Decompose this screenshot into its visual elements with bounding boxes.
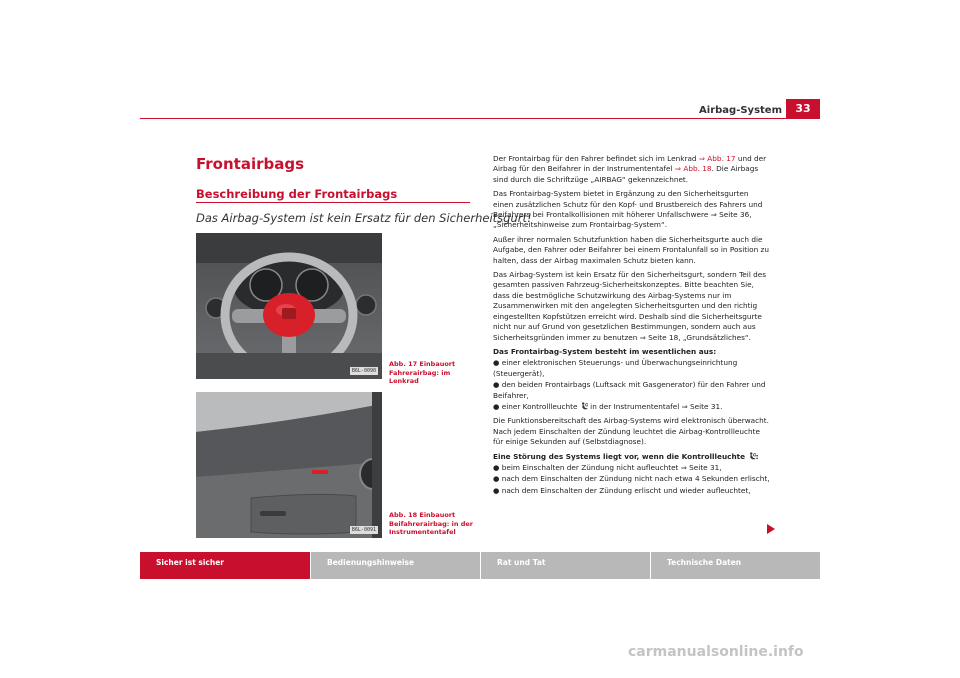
dashboard-illustration: [196, 392, 382, 538]
bullet-icon: ●: [493, 380, 500, 390]
body-text-column: [493, 154, 771, 497]
list-item: [493, 358, 771, 379]
subsection-title: Beschreibung der Frontairbags: [196, 187, 398, 201]
bullet-icon: ●: [493, 485, 500, 495]
text-run: Eine Störung des Systems liegt vor, wenn die Kontrollleuchte: [493, 451, 748, 461]
watermark: carmanualsonline.info: [628, 644, 804, 660]
text-run: in der Instrumententafel ⇒ Seite 31.: [587, 401, 723, 411]
figure-dashboard: [196, 392, 382, 538]
text-run: den beiden Frontairbags (Luftsack mit Gasgenerator) für den Fahrer und Beifahrer,: [493, 380, 766, 400]
tab-bedienungshinweise[interactable]: Bedienungshinweise: [310, 552, 480, 579]
text-run: und der Airbag für den Beifahrer in der Instrumententafel: [493, 154, 767, 174]
caption-line: Abb. 18 Einbauort: [389, 511, 456, 519]
list-heading: [493, 452, 771, 462]
caption-line: Instrumententafel: [389, 528, 456, 536]
steering-wheel-illustration: [196, 233, 382, 379]
text-run: beim Einschalten der Zündung nicht aufleuchtet ⇒ Seite 31,: [501, 462, 722, 472]
list-item: [493, 402, 771, 412]
caption-line: Abb. 17 Einbauort: [389, 360, 456, 368]
paragraph: Das Airbag-System ist kein Ersatz für den Sicherheitsgurt, sondern Teil des gesamten passiven Fahrzeug-Sicherheitskonzeptes. Bitte beachten Sie, dass die bestmögliche Schutzwirkung des Airbag-Systems nur im Zusammenwirken mit den angelegten Sicherheitsgurten und den richtig eingestellten Kopfstützen erreicht wird. Deshalb sind die Sicherheitsgurte nicht nur auf Grund von gesetzlichen Bestimmungen, sondern auch aus Sicherheitsgründen immer zu benutzen ⇒ Seite 18, „Grundsätzliches“.: [493, 270, 767, 342]
text-run: nach dem Einschalten der Zündung nicht nach etwa 4 Sekunden erlischt,: [501, 474, 770, 484]
subsection-rule: [196, 202, 470, 203]
next-page-arrow-icon[interactable]: [767, 524, 775, 534]
text-run: einer elektronischen Steuerungs- und Überwachungseinrichtung (Steuergerät),: [493, 358, 738, 378]
bullet-icon: ●: [493, 474, 500, 484]
figure-reference-link[interactable]: ⇒ Abb. 17: [698, 154, 736, 163]
paragraph: Außer ihrer normalen Schutzfunktion haben die Sicherheitsgurte auch die Aufgabe, den Fahrer oder Beifahrer bei einem Frontalunfall so in Position zu halten, dass der Airbag maximalen Schutz bieten kann.: [493, 234, 770, 265]
figure-caption: [389, 511, 474, 537]
figure-steering-wheel: [196, 233, 382, 379]
text-run: :: [755, 451, 759, 461]
figure-reference-link[interactable]: ⇒ Abb. 18: [674, 164, 712, 174]
tagline: Das Airbag-System ist kein Ersatz für den Sicherheitsgurt!: [196, 211, 532, 225]
paragraph: Das Frontairbag-System bietet in Ergänzung zu den Sicherheitsgurten einen zusätzlichen Schutz für den Kopf- und Brustbereich des Fahrers und Beifahrers bei Frontalkollisionen mit höherer Unfallschwere ⇒ Seite 36, „Sicherheitshinweise zum Frontairbag-System“.: [493, 189, 763, 230]
page-number: 33: [786, 99, 820, 119]
caption-line: Fahrerairbag: im Lenkrad: [389, 368, 451, 385]
airbag-warning-lamp-icon: [580, 402, 588, 410]
caption-line: Beifahrerairbag: in der: [389, 519, 474, 528]
text-run: . Die Airbags sind durch die Schriftzüge „AIRBAG“ gekennzeichnet.: [493, 164, 759, 184]
text-run: Der Frontairbag für den Fahrer befindet sich im Lenkrad: [493, 154, 699, 163]
list-heading: Das Frontairbag-System besteht im wesentlichen aus:: [493, 346, 717, 356]
list-item: [493, 380, 771, 401]
section-title: Frontairbags: [196, 155, 305, 173]
paragraph: [493, 154, 771, 185]
bullet-icon: ●: [493, 401, 500, 411]
header-rule: [140, 118, 820, 119]
tab-rat-und-tat[interactable]: Rat und Tat: [480, 552, 650, 579]
airbag-warning-lamp-icon: [748, 452, 756, 460]
text-run: einer Kontrollleuchte: [501, 401, 580, 411]
tab-technische-daten[interactable]: Technische Daten: [650, 552, 820, 579]
figure-code: B6L-0091: [351, 527, 376, 533]
running-header-title: Airbag-System: [699, 105, 782, 116]
bullet-icon: ●: [493, 358, 500, 368]
list-item: [493, 474, 771, 484]
list-item: [493, 486, 771, 496]
figure-caption: [389, 360, 474, 386]
figure-code: B6L-0090: [351, 368, 376, 374]
list-item: [493, 463, 771, 473]
text-run: nach dem Einschalten der Zündung erlischt und wieder aufleuchtet,: [501, 485, 751, 495]
bullet-icon: ●: [493, 462, 500, 472]
footer-navigation: [140, 552, 820, 579]
paragraph: Die Funktionsbereitschaft des Airbag-Systems wird elektronisch überwacht. Nach jedem Einschalten der Zündung leuchtet die Airbag-Kontrollleuchte für einige Sekunden auf (Selbstdiagnose).: [493, 416, 769, 447]
tab-sicher-ist-sicher[interactable]: Sicher ist sicher: [140, 552, 310, 579]
